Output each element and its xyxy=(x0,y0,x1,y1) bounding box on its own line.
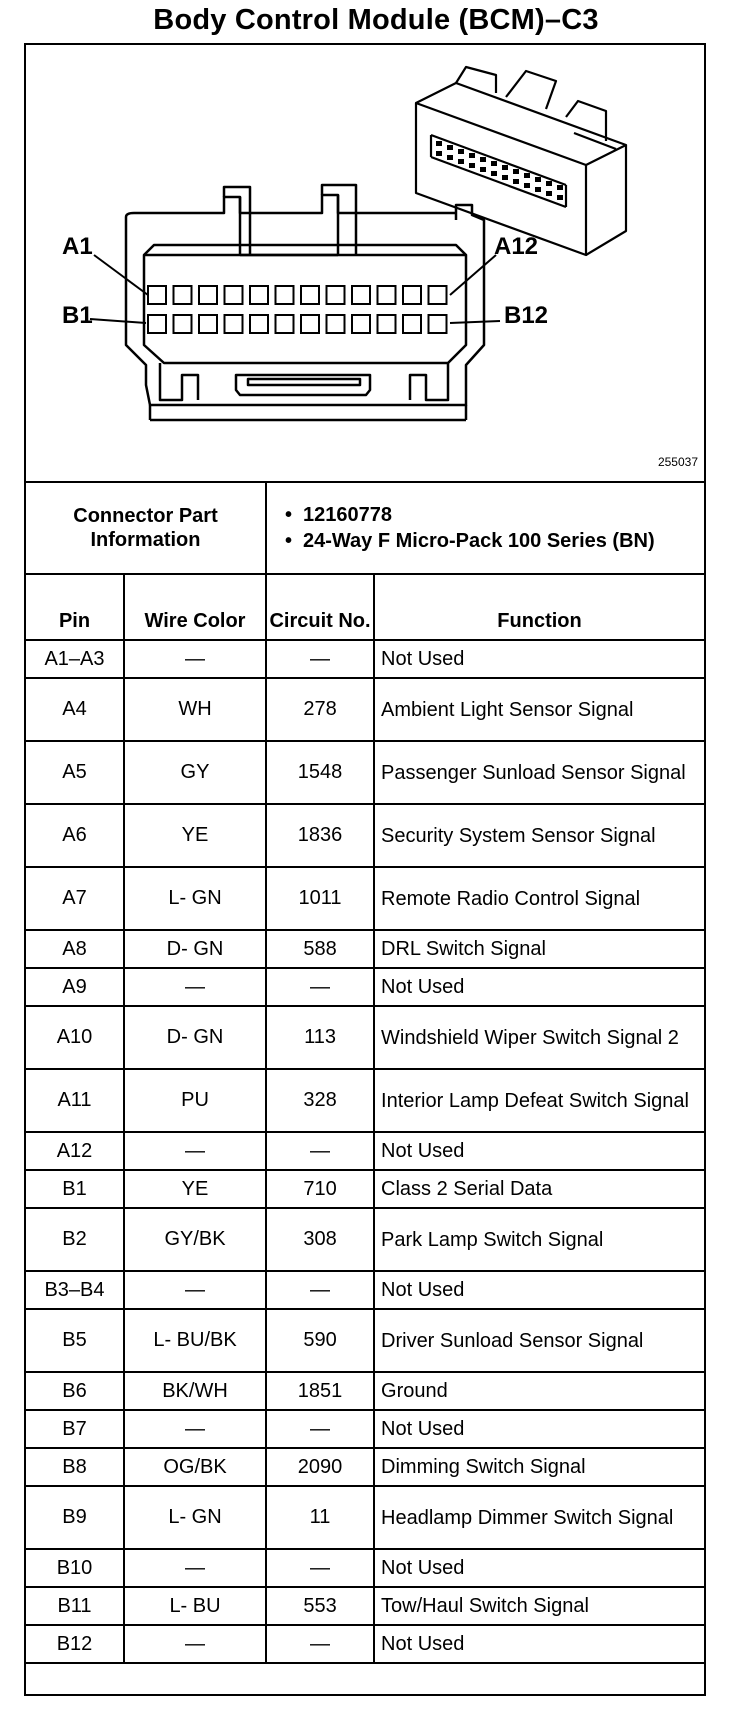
function-cell: Not Used xyxy=(374,640,704,678)
iso-pin-hole xyxy=(480,157,486,162)
function-cell: Not Used xyxy=(374,1410,704,1448)
connector-face-drawing xyxy=(26,45,704,481)
header-pin: Pin xyxy=(26,574,124,640)
table-row xyxy=(26,1410,704,1448)
pin-cell: A7 xyxy=(26,867,124,930)
pin-cavity xyxy=(276,286,294,304)
pin-cell: B8 xyxy=(26,1448,124,1486)
pin-cell: B5 xyxy=(26,1309,124,1372)
iso-pin-hole xyxy=(535,177,541,182)
wire-color-cell: OG/BK xyxy=(124,1448,266,1486)
pin-cell: B2 xyxy=(26,1208,124,1271)
pin-cell: A1–A3 xyxy=(26,640,124,678)
wire-color-cell: GY/BK xyxy=(124,1208,266,1271)
wire-color-cell: GY xyxy=(124,741,266,804)
wire-color-cell: L- BU xyxy=(124,1587,266,1625)
pin-cell: A12 xyxy=(26,1132,124,1170)
function-cell: Driver Sunload Sensor Signal xyxy=(374,1309,704,1372)
pin-cavity xyxy=(250,286,268,304)
iso-pin-hole xyxy=(491,171,497,176)
pin-cavity xyxy=(403,286,421,304)
pin-cell: A6 xyxy=(26,804,124,867)
function-cell: Ambient Light Sensor Signal xyxy=(374,678,704,741)
table-row xyxy=(26,1309,704,1372)
circuit-no-cell: 113 xyxy=(266,1006,374,1069)
pin-cell: B11 xyxy=(26,1587,124,1625)
pin-cavity xyxy=(352,315,370,333)
wire-color-cell: — xyxy=(124,1625,266,1663)
pin-cavity xyxy=(199,315,217,333)
iso-pin-hole xyxy=(469,163,475,168)
iso-pin-hole xyxy=(447,145,453,150)
circuit-no-cell: — xyxy=(266,1549,374,1587)
circuit-no-cell: 328 xyxy=(266,1069,374,1132)
pin-cell: A10 xyxy=(26,1006,124,1069)
pin-cell: A4 xyxy=(26,678,124,741)
pin-cell: A9 xyxy=(26,968,124,1006)
iso-pin-hole xyxy=(491,161,497,166)
connector-info-row xyxy=(26,482,704,574)
circuit-no-cell: 278 xyxy=(266,678,374,741)
circuit-no-cell: — xyxy=(266,1271,374,1309)
figure-number: 255037 xyxy=(657,455,698,469)
circuit-no-cell: 1548 xyxy=(266,741,374,804)
function-cell: Not Used xyxy=(374,1132,704,1170)
table-row xyxy=(26,1549,704,1587)
circuit-no-cell: 710 xyxy=(266,1170,374,1208)
table-row xyxy=(26,1448,704,1486)
wire-color-cell: D- GN xyxy=(124,1006,266,1069)
header-wire-color: Wire Color xyxy=(124,574,266,640)
function-cell: Not Used xyxy=(374,1625,704,1663)
wire-color-cell: L- BU/BK xyxy=(124,1309,266,1372)
table-row xyxy=(26,804,704,867)
table-row xyxy=(26,1486,704,1549)
function-cell: DRL Switch Signal xyxy=(374,930,704,968)
pin-label-a12: A12 xyxy=(494,233,539,260)
pin-cell: A5 xyxy=(26,741,124,804)
circuit-no-cell: — xyxy=(266,640,374,678)
circuit-no-cell: 553 xyxy=(266,1587,374,1625)
circuit-no-cell: — xyxy=(266,968,374,1006)
function-cell: Security System Sensor Signal xyxy=(374,804,704,867)
circuit-no-cell: 1836 xyxy=(266,804,374,867)
circuit-no-cell: 1011 xyxy=(266,867,374,930)
pin-cell: B3–B4 xyxy=(26,1271,124,1309)
pin-cell: B10 xyxy=(26,1549,124,1587)
table-row xyxy=(26,1069,704,1132)
function-cell: Not Used xyxy=(374,1271,704,1309)
iso-pin-hole xyxy=(546,191,552,196)
table-row xyxy=(26,1271,704,1309)
pin-cavity xyxy=(429,286,447,304)
circuit-no-cell: 588 xyxy=(266,930,374,968)
pin-cavity xyxy=(327,315,345,333)
pin-cavity xyxy=(276,315,294,333)
wire-color-cell: — xyxy=(124,1549,266,1587)
connector-type: • 24-Way F Micro-Pack 100 Series (BN) xyxy=(303,528,700,554)
iso-pin-hole xyxy=(469,153,475,158)
connector-diagram xyxy=(26,45,704,481)
pin-cavity xyxy=(174,286,192,304)
wire-color-cell: YE xyxy=(124,1170,266,1208)
wire-color-cell: — xyxy=(124,1132,266,1170)
pin-cavity xyxy=(301,286,319,304)
iso-pin-hole xyxy=(458,159,464,164)
circuit-no-cell: 590 xyxy=(266,1309,374,1372)
pinout-table xyxy=(26,481,704,1664)
iso-pin-hole xyxy=(436,141,442,146)
pin-cavity xyxy=(225,315,243,333)
pin-cell: B12 xyxy=(26,1625,124,1663)
circuit-no-cell: — xyxy=(266,1625,374,1663)
pin-cavity xyxy=(148,315,166,333)
pin-cavity xyxy=(403,315,421,333)
connector-info-label: Connector Part Information xyxy=(26,482,266,574)
connector-frame xyxy=(24,43,706,1696)
table-row xyxy=(26,930,704,968)
function-cell: Interior Lamp Defeat Switch Signal xyxy=(374,1069,704,1132)
pin-cavity xyxy=(301,315,319,333)
iso-pin-hole xyxy=(524,183,530,188)
iso-pin-hole xyxy=(557,185,563,190)
iso-pin-hole xyxy=(458,149,464,154)
table-row xyxy=(26,1625,704,1663)
wire-color-cell: — xyxy=(124,640,266,678)
wire-color-cell: L- GN xyxy=(124,1486,266,1549)
circuit-no-cell: 2090 xyxy=(266,1448,374,1486)
pin-cavity xyxy=(378,286,396,304)
wire-color-cell: L- GN xyxy=(124,867,266,930)
table-row xyxy=(26,1208,704,1271)
circuit-no-cell: 11 xyxy=(266,1486,374,1549)
table-row xyxy=(26,678,704,741)
iso-pin-hole xyxy=(502,175,508,180)
function-cell: Tow/Haul Switch Signal xyxy=(374,1587,704,1625)
wire-color-cell: — xyxy=(124,1410,266,1448)
pin-cell: B7 xyxy=(26,1410,124,1448)
function-cell: Headlamp Dimmer Switch Signal xyxy=(374,1486,704,1549)
circuit-no-cell: 308 xyxy=(266,1208,374,1271)
pin-label-b12: B12 xyxy=(504,302,549,329)
pin-label-a1: A1 xyxy=(62,233,93,260)
function-cell: Class 2 Serial Data xyxy=(374,1170,704,1208)
iso-pin-hole xyxy=(513,179,519,184)
header-circuit-no: Circuit No. xyxy=(266,574,374,640)
pin-cell: B6 xyxy=(26,1372,124,1410)
pin-cavity xyxy=(250,315,268,333)
pin-cavity xyxy=(199,286,217,304)
iso-pin-hole xyxy=(480,167,486,172)
table-row xyxy=(26,1170,704,1208)
wire-color-cell: BK/WH xyxy=(124,1372,266,1410)
wire-color-cell: YE xyxy=(124,804,266,867)
pin-cell: B1 xyxy=(26,1170,124,1208)
connector-info-bullets xyxy=(266,482,704,574)
function-cell: Park Lamp Switch Signal xyxy=(374,1208,704,1271)
pin-cavity xyxy=(225,286,243,304)
header-function: Function xyxy=(374,574,704,640)
iso-pin-hole xyxy=(546,181,552,186)
table-row xyxy=(26,968,704,1006)
wire-color-cell: WH xyxy=(124,678,266,741)
function-cell: Not Used xyxy=(374,1549,704,1587)
pin-cavity xyxy=(327,286,345,304)
table-row xyxy=(26,1006,704,1069)
function-cell: Ground xyxy=(374,1372,704,1410)
page-title: Body Control Module (BCM)–C3 xyxy=(153,4,599,36)
iso-pin-hole xyxy=(447,155,453,160)
function-cell: Not Used xyxy=(374,968,704,1006)
table-row xyxy=(26,1372,704,1410)
function-cell: Dimming Switch Signal xyxy=(374,1448,704,1486)
wire-color-cell: PU xyxy=(124,1069,266,1132)
pin-cavity xyxy=(148,286,166,304)
function-cell: Remote Radio Control Signal xyxy=(374,867,704,930)
table-header-row xyxy=(26,574,704,640)
table-row xyxy=(26,1132,704,1170)
pin-cavity xyxy=(429,315,447,333)
pin-cell: A11 xyxy=(26,1069,124,1132)
circuit-no-cell: 1851 xyxy=(266,1372,374,1410)
iso-pin-hole xyxy=(513,169,519,174)
pin-label-b1: B1 xyxy=(62,302,93,329)
wire-color-cell: — xyxy=(124,1271,266,1309)
pin-cavity xyxy=(378,315,396,333)
pin-cell: A8 xyxy=(26,930,124,968)
wire-color-cell: — xyxy=(124,968,266,1006)
function-cell: Windshield Wiper Switch Signal 2 xyxy=(374,1006,704,1069)
iso-pin-hole xyxy=(436,151,442,156)
iso-pin-hole xyxy=(524,173,530,178)
pin-cavity xyxy=(352,286,370,304)
table-row xyxy=(26,741,704,804)
wire-color-cell: D- GN xyxy=(124,930,266,968)
pin-cell: B9 xyxy=(26,1486,124,1549)
circuit-no-cell: — xyxy=(266,1132,374,1170)
table-row xyxy=(26,867,704,930)
function-cell: Passenger Sunload Sensor Signal xyxy=(374,741,704,804)
iso-pin-hole xyxy=(557,195,563,200)
table-row xyxy=(26,1587,704,1625)
iso-pin-hole xyxy=(535,187,541,192)
connector-part-number: • 12160778 xyxy=(303,502,700,528)
pin-cavity xyxy=(174,315,192,333)
iso-pin-hole xyxy=(502,165,508,170)
table-row xyxy=(26,640,704,678)
circuit-no-cell: — xyxy=(266,1410,374,1448)
